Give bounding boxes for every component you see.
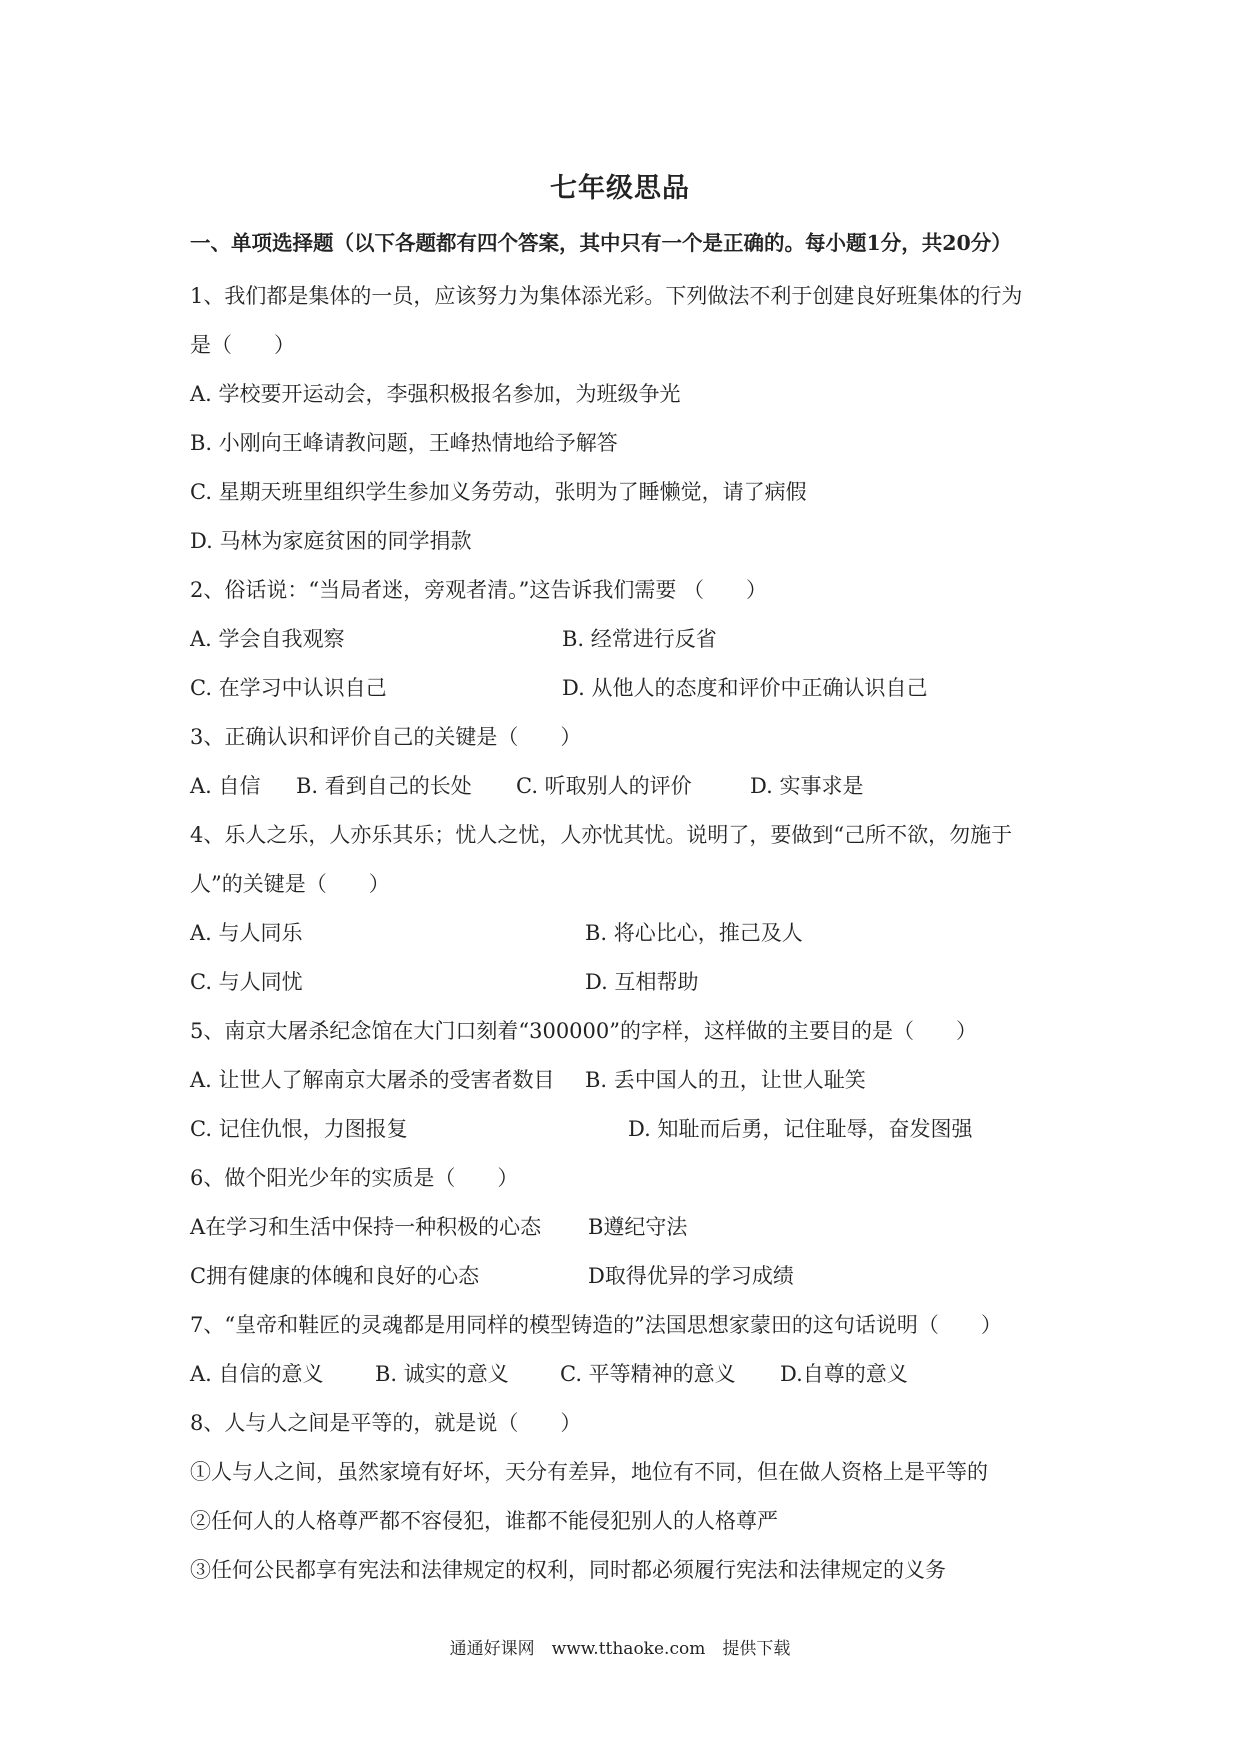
question-4-option-b: B. 将心比心，推己及人 xyxy=(585,921,803,945)
question-7-option-d: D.自尊的意义 xyxy=(780,1362,908,1386)
question-2-option-a: A. 学会自我观察 xyxy=(190,627,345,651)
question-3-stem: 3、正确认识和评价自己的关键是（ ） xyxy=(190,725,582,749)
question-4-stem-line-1: 4、乐人之乐，人亦乐其乐；忧人之忧，人亦忧其忧。说明了，要做到“己所不欲，勿施于 xyxy=(190,823,1013,847)
question-2-option-c: C. 在学习中认识自己 xyxy=(190,676,387,700)
question-5-option-a: A. 让世人了解南京大屠杀的受害者数目 xyxy=(190,1068,555,1092)
question-5-stem: 5、南京大屠杀纪念馆在大门口刻着“300000”的字样，这样做的主要目的是（ ） xyxy=(190,1019,977,1043)
question-8-stem: 8、人与人之间是平等的，就是说（ ） xyxy=(190,1411,582,1435)
page-footer: 通通好课网 www.tthaoke.com 提供下载 xyxy=(449,1639,791,1659)
question-4-stem-line-2: 人”的关键是（ ） xyxy=(190,872,390,896)
question-8-statement-2: ②任何人的人格尊严都不容侵犯，谁都不能侵犯别人的人格尊严 xyxy=(190,1509,778,1533)
question-8-statement-1: ①人与人之间，虽然家境有好坏，天分有差异，地位有不同，但在做人资格上是平等的 xyxy=(190,1460,988,1484)
question-8-statement-3: ③任何公民都享有宪法和法律规定的权利，同时都必须履行宪法和法律规定的义务 xyxy=(190,1558,946,1582)
question-1-option-b: B. 小刚向王峰请教问题，王峰热情地给予解答 xyxy=(190,431,618,455)
section-heading: 一、单项选择题（以下各题都有四个答案，其中只有一个是正确的。每小题1分，共20分） xyxy=(190,231,1012,255)
question-4-option-c: C. 与人同忧 xyxy=(190,970,303,994)
question-6-option-a: A在学习和生活中保持一种积极的心态 xyxy=(190,1215,542,1239)
question-1-option-c: C. 星期天班里组织学生参加义务劳动，张明为了睡懒觉，请了病假 xyxy=(190,480,807,504)
question-2-stem: 2、俗话说：“当局者迷，旁观者清。”这告诉我们需要 （ ） xyxy=(190,578,768,602)
question-6-option-b: B遵纪守法 xyxy=(588,1215,688,1239)
question-6-option-c: C拥有健康的体魄和良好的心态 xyxy=(190,1264,480,1288)
question-5-option-c: C. 记住仇恨，力图报复 xyxy=(190,1117,408,1141)
question-3-option-d: D. 实事求是 xyxy=(750,774,864,798)
question-7-option-b: B. 诚实的意义 xyxy=(375,1362,509,1386)
question-6-option-d: D取得优异的学习成绩 xyxy=(588,1264,794,1288)
question-3-option-c: C. 听取别人的评价 xyxy=(516,774,692,798)
question-1-stem-line-1: 1、我们都是集体的一员，应该努力为集体添光彩。下列做法不利于创建良好班集体的行为 xyxy=(190,284,1023,308)
question-5-option-b: B. 丢中国人的丑，让世人耻笑 xyxy=(585,1068,866,1092)
page-title: 七年级思品 xyxy=(550,173,690,204)
question-3-option-a: A. 自信 xyxy=(190,774,261,798)
question-4-option-d: D. 互相帮助 xyxy=(585,970,699,994)
question-1-option-d: D. 马林为家庭贫困的同学捐款 xyxy=(190,529,472,553)
question-5-option-d: D. 知耻而后勇，记住耻辱，奋发图强 xyxy=(628,1117,973,1141)
question-7-option-a: A. 自信的意义 xyxy=(190,1362,324,1386)
question-1-stem-line-2: 是（ ） xyxy=(190,333,295,357)
question-2-option-b: B. 经常进行反省 xyxy=(562,627,717,651)
question-7-stem: 7、“皇帝和鞋匠的灵魂都是用同样的模型铸造的”法国思想家蒙田的这句话说明（ ） xyxy=(190,1313,1002,1337)
question-2-option-d: D. 从他人的态度和评价中正确认识自己 xyxy=(562,676,928,700)
question-3-option-b: B. 看到自己的长处 xyxy=(296,774,472,798)
question-6-stem: 6、做个阳光少年的实质是（ ） xyxy=(190,1166,519,1190)
question-7-option-c: C. 平等精神的意义 xyxy=(560,1362,736,1386)
question-4-option-a: A. 与人同乐 xyxy=(190,921,303,945)
question-1-option-a: A. 学校要开运动会，李强积极报名参加，为班级争光 xyxy=(190,382,681,406)
